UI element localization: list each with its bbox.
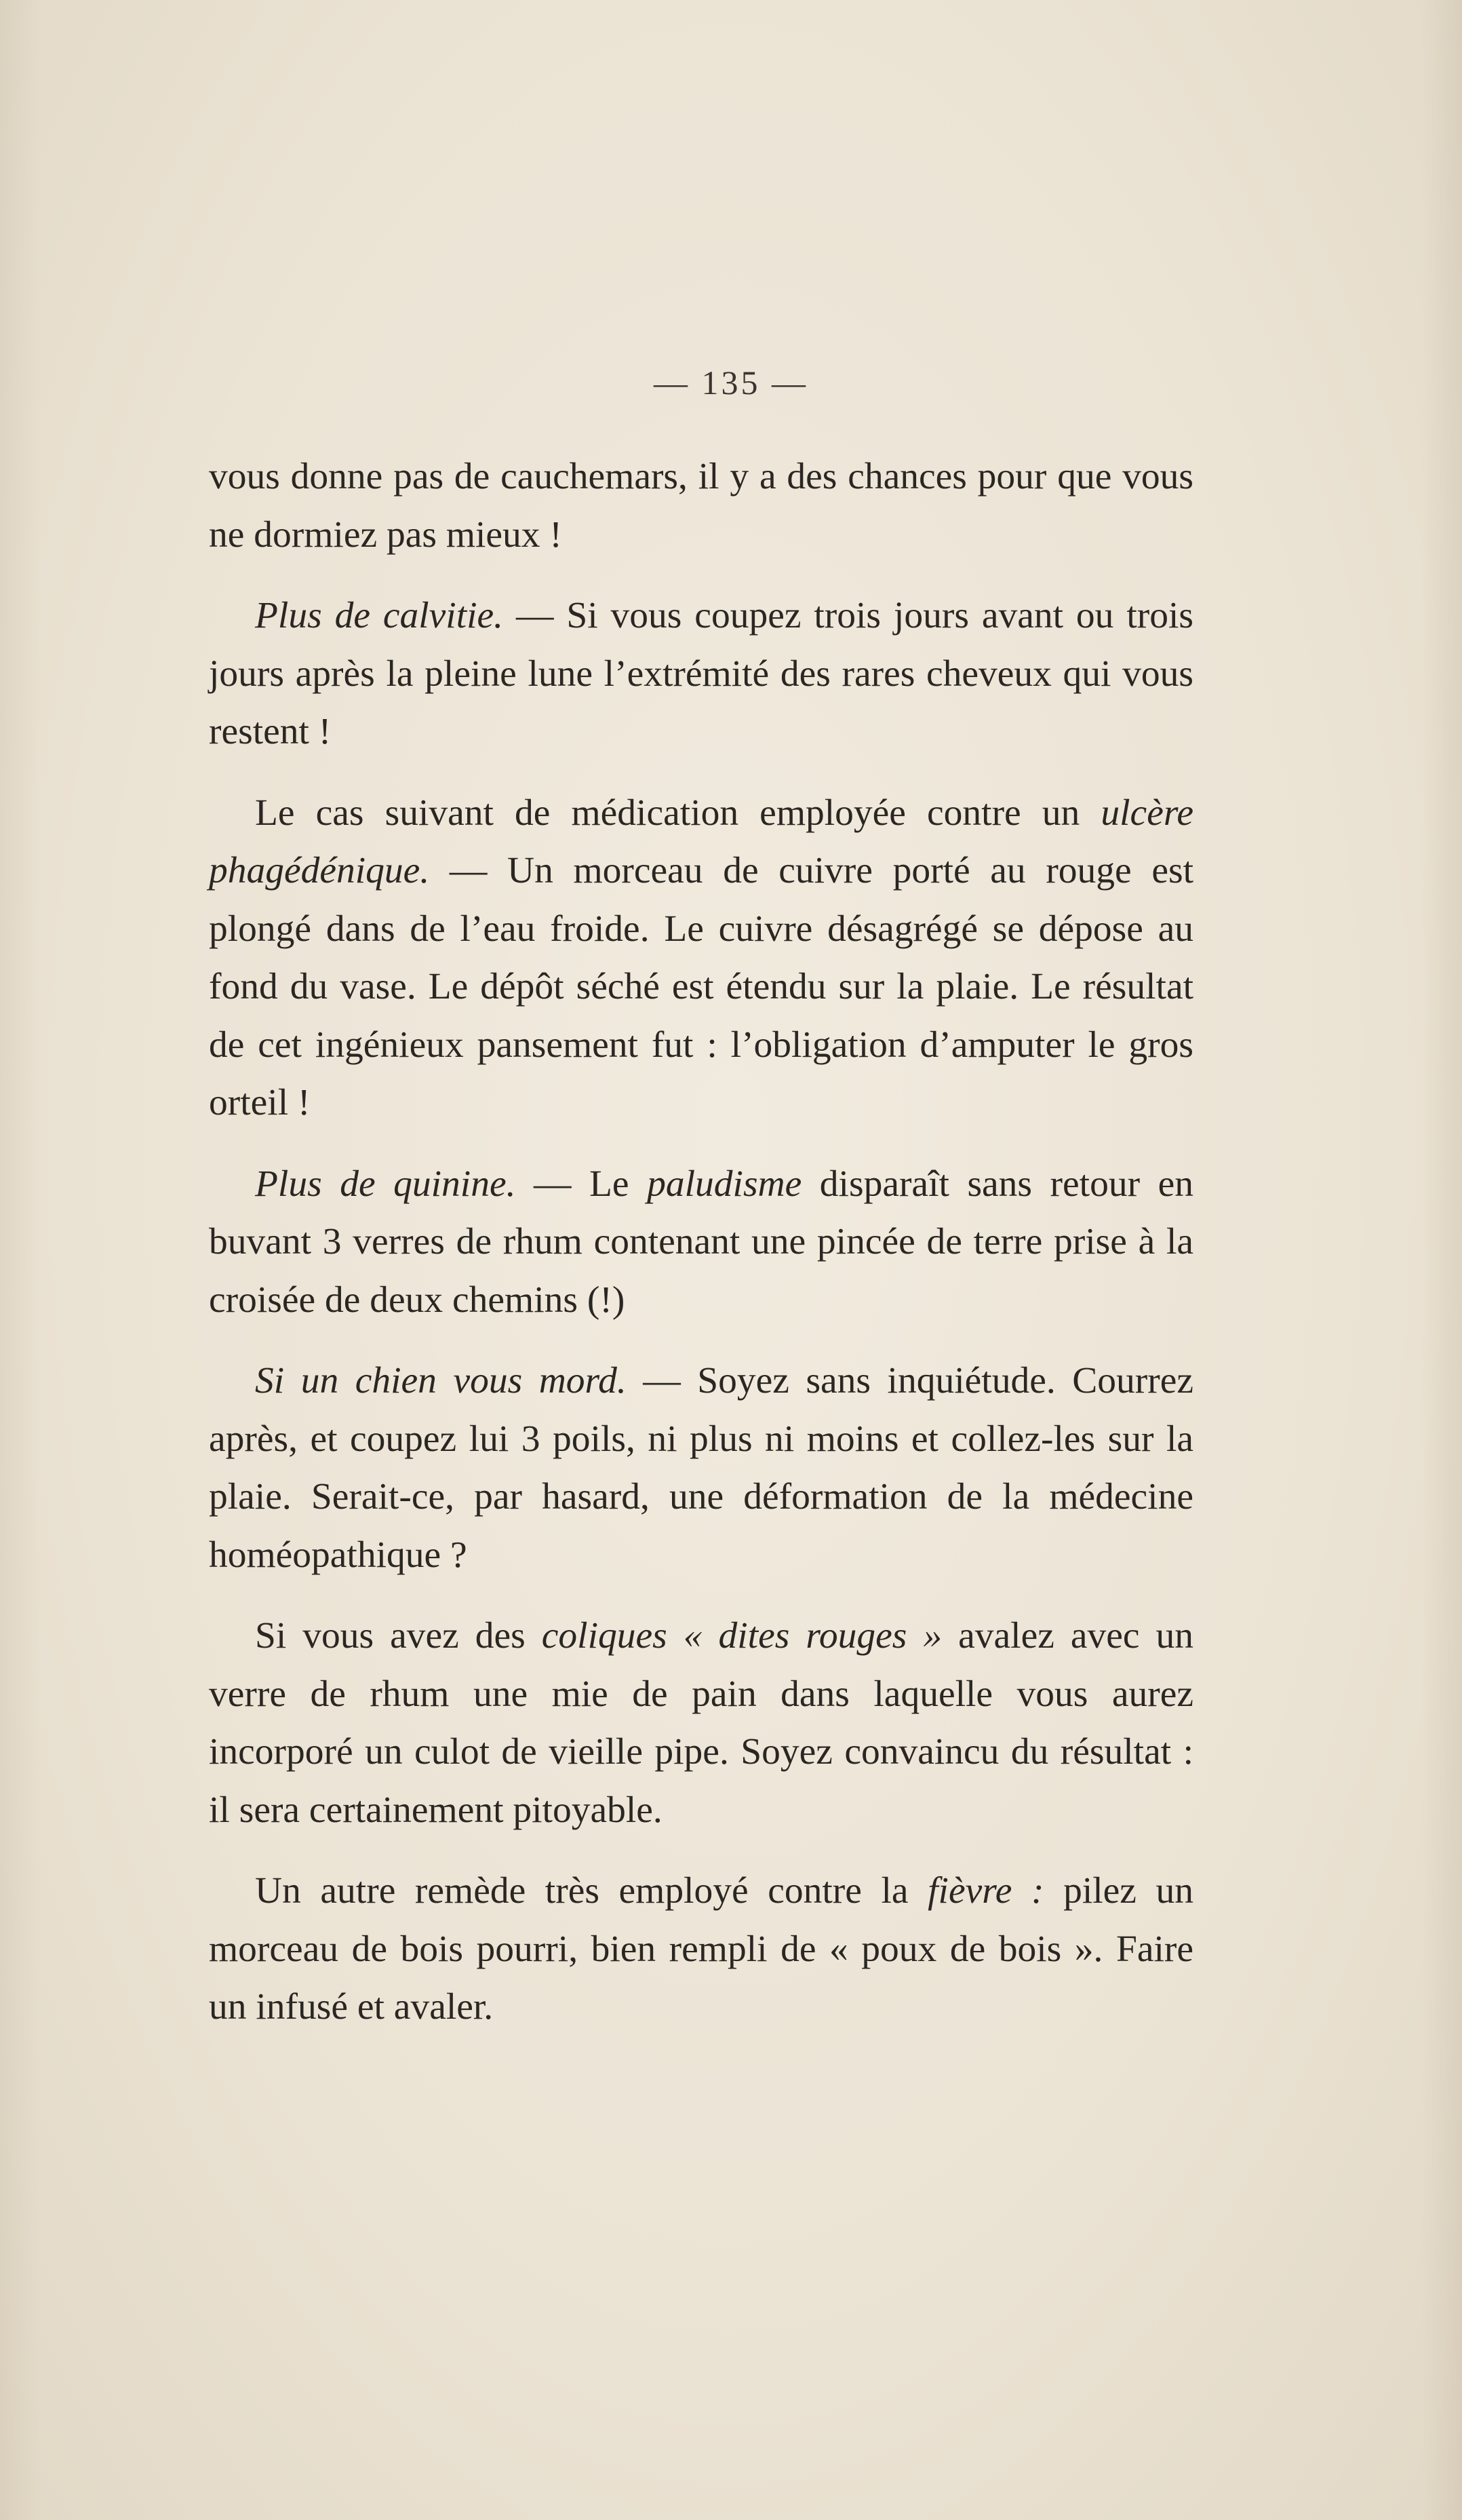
paragraph-chien xyxy=(209,1352,1193,1584)
paragraph-calvitie xyxy=(209,587,1193,761)
text-segment: Le cas suivant de médication employée contre un xyxy=(255,792,1101,834)
paragraph-coliques xyxy=(209,1607,1193,1839)
body-text xyxy=(209,448,1193,2036)
text-segment: — Si vous coupez trois jours avant ou trois jours après la pleine lune l’extrémité des rares cheveux qui vous restent ! xyxy=(209,595,1193,752)
text-segment: Un autre remède très employé contre la xyxy=(255,1870,928,1912)
italic-text-segment: paludisme xyxy=(647,1163,802,1205)
text-segment: — Un morceau de cuivre porté au rouge est plongé dans de l’eau froide. Le cuivre désagrégé se dépose au fond du vase. Le dépôt séché est étendu sur la plaie. Le résultat de cet ingénieux pansement fut : l’obligation d’amputer le gros orteil ! xyxy=(209,850,1193,1123)
text-segment: disparaît sans retour en buvant 3 verres de rhum contenant une pincée de terre prise à la croisée de deux chemins (!) xyxy=(209,1163,1193,1321)
italic-text-segment: Si un chien vous mord. xyxy=(255,1360,627,1401)
italic-text-segment: Plus de quinine. xyxy=(255,1163,516,1205)
text-segment: vous donne pas de cauchemars, il y a des chances pour que vous ne dormiez pas mieux ! xyxy=(209,456,1193,556)
italic-text-segment: ulcère phagédénique. xyxy=(209,792,1193,891)
paragraph-fievre xyxy=(209,1862,1193,2036)
paragraph-ulcere xyxy=(209,784,1193,1132)
page-number: — 135 — xyxy=(654,364,808,402)
italic-text-segment: Plus de calvitie. xyxy=(255,595,504,636)
text-segment: Si vous avez des xyxy=(255,1615,542,1656)
paragraph-continuation xyxy=(209,448,1193,564)
text-segment: — Le xyxy=(515,1163,648,1205)
italic-text-segment: fièvre : xyxy=(928,1870,1044,1912)
text-segment: — Soyez sans inquiétude. Courrez après, et coupez lui 3 poils, ni plus ni moins et collez-les sur la plaie. Serait-ce, par hasard, une déformation de la médecine homéopathique ? xyxy=(209,1360,1193,1576)
text-segment: avalez avec un verre de rhum une mie de pain dans laquelle vous aurez incorporé un culot de vieille pipe. Soyez convaincu du résultat : il sera certainement pitoyable. xyxy=(209,1615,1193,1831)
italic-text-segment: coliques « dites rouges » xyxy=(541,1615,943,1656)
paragraph-quinine xyxy=(209,1155,1193,1330)
text-segment: pilez un morceau de bois pourri, bien rempli de « poux de bois ». Faire un infusé et avaler. xyxy=(209,1870,1194,2028)
